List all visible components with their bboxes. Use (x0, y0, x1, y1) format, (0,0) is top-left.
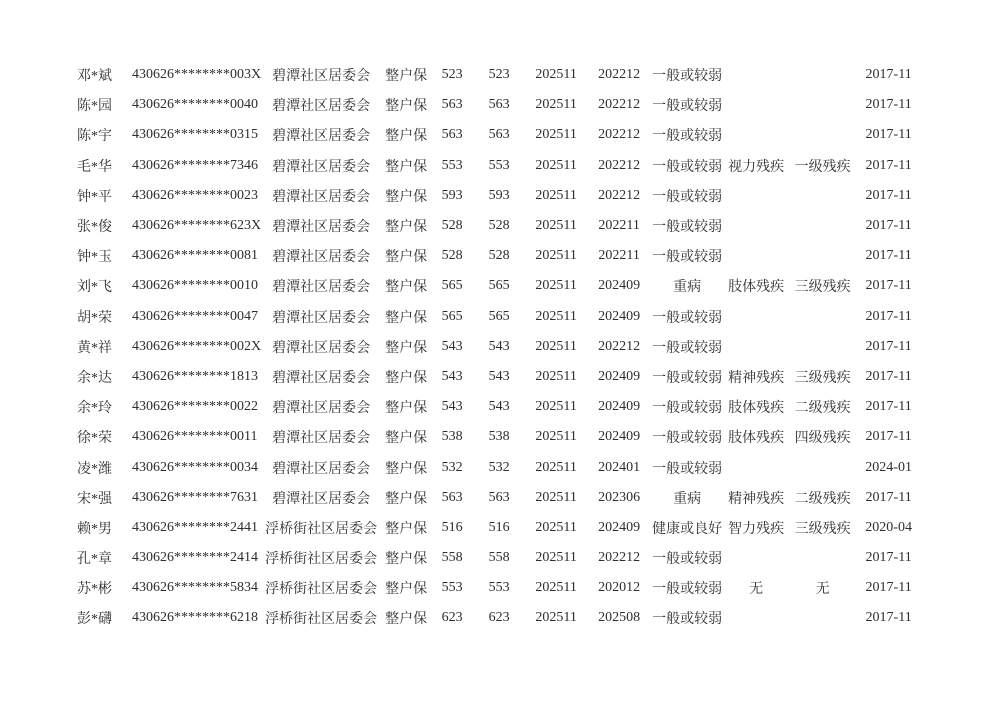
cell-period-1: 202511 (535, 127, 577, 143)
cell-disability-type (723, 543, 789, 573)
cell-period-1: 202511 (535, 368, 577, 384)
cell-disability-level (789, 452, 856, 482)
cell-period-2: 202401 (598, 459, 641, 475)
cell-health-status: 一般或较弱 (652, 189, 723, 205)
cell-community: 碧潭社区居委会 (272, 129, 371, 145)
cell-disability-level (789, 332, 856, 362)
cell-period-1: 202511 (535, 218, 577, 234)
cell-date: 2017-11 (865, 218, 912, 234)
cell-id-number: 430626********6218 (132, 610, 258, 626)
cell-community: 碧潭社区居委会 (272, 431, 371, 447)
cell-disability-level (789, 241, 856, 271)
cell-disability-level (789, 543, 856, 573)
cell-benefit-type: 整户保 (385, 99, 428, 115)
cell-period-1: 202511 (535, 157, 577, 173)
cell-disability-type: 肢体残疾 (728, 401, 785, 417)
cell-benefit-type: 整户保 (385, 220, 428, 236)
cell-disability-type (723, 241, 789, 271)
cell-disability-level (789, 181, 856, 211)
cell-date: 2020-04 (865, 519, 912, 535)
cell-date: 2017-11 (865, 157, 912, 173)
cell-id-number: 430626********0040 (132, 97, 258, 113)
cell-id-number: 430626********0034 (132, 459, 258, 475)
cell-health-status: 一般或较弱 (652, 129, 723, 145)
cell-disability-level (789, 302, 856, 332)
cell-period-2: 202409 (598, 519, 641, 535)
table-row (77, 573, 921, 603)
cell-period-1: 202511 (535, 97, 577, 113)
cell-disability-type: 肢体残疾 (728, 431, 785, 447)
cell-id-number: 430626********0315 (132, 127, 258, 143)
cell-amount-1: 538 (441, 429, 463, 445)
cell-period-2: 202012 (598, 580, 641, 596)
cell-disability-level (789, 90, 856, 120)
cell-benefit-type: 整户保 (385, 401, 428, 417)
cell-disability-type: 肢体残疾 (728, 280, 785, 296)
records-body (77, 60, 921, 634)
table-row (77, 60, 921, 90)
cell-amount-1: 528 (441, 248, 463, 264)
cell-amount-1: 532 (441, 459, 463, 475)
cell-id-number: 430626********002X (132, 338, 262, 354)
cell-amount-2: 553 (488, 580, 510, 596)
cell-id-number: 430626********0011 (132, 429, 258, 445)
cell-amount-2: 558 (488, 550, 510, 566)
cell-benefit-type: 整户保 (385, 69, 428, 85)
cell-health-status: 一般或较弱 (652, 340, 723, 356)
cell-amount-2: 528 (488, 218, 510, 234)
cell-community: 碧潭社区居委会 (272, 340, 371, 356)
cell-benefit-type: 整户保 (385, 370, 428, 386)
cell-disability-type (723, 90, 789, 120)
cell-id-number: 430626********0022 (132, 399, 258, 415)
cell-period-2: 202409 (598, 399, 641, 415)
cell-community: 浮桥街社区居委会 (265, 521, 378, 537)
table-row (77, 422, 921, 452)
table-row (77, 392, 921, 422)
table-row (77, 271, 921, 301)
cell-benefit-type: 整户保 (385, 521, 428, 537)
cell-community: 浮桥街社区居委会 (265, 582, 378, 598)
cell-period-2: 202409 (598, 278, 641, 294)
cell-amount-1: 565 (441, 278, 463, 294)
cell-amount-1: 543 (441, 368, 463, 384)
cell-name: 孔*章 (77, 552, 112, 568)
table-row (77, 332, 921, 362)
cell-community: 碧潭社区居委会 (272, 310, 371, 326)
cell-amount-1: 553 (441, 580, 463, 596)
cell-disability-level: 无 (815, 582, 830, 598)
cell-name: 余*达 (77, 370, 112, 386)
cell-period-2: 202212 (598, 67, 641, 83)
cell-period-2: 202409 (598, 429, 641, 445)
cell-period-2: 202212 (598, 338, 641, 354)
cell-period-1: 202511 (535, 489, 577, 505)
cell-disability-level: 二级残疾 (794, 491, 851, 507)
cell-disability-type (723, 452, 789, 482)
cell-date: 2017-11 (865, 308, 912, 324)
cell-id-number: 430626********7346 (132, 157, 258, 173)
cell-health-status: 一般或较弱 (652, 310, 723, 326)
cell-name: 苏*彬 (77, 582, 112, 598)
cell-benefit-type: 整户保 (385, 461, 428, 477)
cell-period-1: 202511 (535, 399, 577, 415)
cell-benefit-type: 整户保 (385, 612, 428, 628)
cell-community: 碧潭社区居委会 (272, 189, 371, 205)
cell-date: 2017-11 (865, 187, 912, 203)
cell-community: 碧潭社区居委会 (272, 280, 371, 296)
table-row (77, 120, 921, 150)
cell-name: 钟*平 (77, 189, 112, 205)
cell-amount-1: 528 (441, 218, 463, 234)
cell-amount-1: 523 (441, 67, 463, 83)
table-row (77, 181, 921, 211)
cell-amount-1: 563 (441, 489, 463, 505)
cell-period-1: 202511 (535, 187, 577, 203)
cell-period-1: 202511 (535, 610, 577, 626)
cell-disability-type (723, 211, 789, 241)
cell-period-2: 202409 (598, 368, 641, 384)
cell-amount-2: 565 (488, 308, 510, 324)
cell-name: 凌*潍 (77, 461, 112, 477)
cell-disability-type: 无 (749, 582, 764, 598)
cell-amount-2: 623 (488, 610, 510, 626)
cell-date: 2024-01 (865, 459, 912, 475)
cell-amount-2: 543 (488, 368, 510, 384)
cell-date: 2017-11 (865, 610, 912, 626)
table-row (77, 90, 921, 120)
cell-health-status: 重病 (673, 280, 702, 296)
cell-name: 徐*荣 (77, 431, 112, 447)
cell-amount-2: 593 (488, 187, 510, 203)
cell-date: 2017-11 (865, 580, 912, 596)
cell-period-2: 202211 (598, 248, 640, 264)
cell-disability-level: 四级残疾 (794, 431, 851, 447)
table-row (77, 603, 921, 633)
cell-benefit-type: 整户保 (385, 129, 428, 145)
cell-id-number: 430626********2414 (132, 550, 258, 566)
cell-id-number: 430626********0023 (132, 187, 258, 203)
cell-period-1: 202511 (535, 459, 577, 475)
cell-disability-type (723, 603, 789, 633)
cell-date: 2017-11 (865, 368, 912, 384)
cell-name: 毛*华 (77, 159, 112, 175)
cell-community: 浮桥街社区居委会 (265, 552, 378, 568)
cell-name: 彭*礴 (77, 612, 112, 628)
cell-health-status: 一般或较弱 (652, 461, 723, 477)
cell-benefit-type: 整户保 (385, 340, 428, 356)
table-row (77, 211, 921, 241)
cell-date: 2017-11 (865, 67, 912, 83)
cell-date: 2017-11 (865, 550, 912, 566)
cell-date: 2017-11 (865, 278, 912, 294)
cell-disability-level (789, 603, 856, 633)
cell-disability-type: 精神残疾 (728, 370, 785, 386)
cell-community: 碧潭社区居委会 (272, 99, 371, 115)
cell-name: 陈*园 (77, 99, 112, 115)
cell-period-1: 202511 (535, 248, 577, 264)
cell-id-number: 430626********2441 (132, 519, 258, 535)
cell-amount-1: 543 (441, 399, 463, 415)
table-row (77, 543, 921, 573)
cell-health-status: 一般或较弱 (652, 99, 723, 115)
cell-amount-1: 553 (441, 157, 463, 173)
cell-amount-1: 543 (441, 338, 463, 354)
cell-amount-2: 516 (488, 519, 510, 535)
cell-health-status: 一般或较弱 (652, 69, 723, 85)
cell-amount-2: 563 (488, 97, 510, 113)
cell-amount-2: 563 (488, 127, 510, 143)
cell-benefit-type: 整户保 (385, 310, 428, 326)
cell-id-number: 430626********0081 (132, 248, 258, 264)
cell-disability-level (789, 60, 856, 90)
cell-period-2: 202212 (598, 97, 641, 113)
table-row (77, 362, 921, 392)
table-row (77, 151, 921, 181)
table-row (77, 241, 921, 271)
table-row (77, 513, 921, 543)
cell-disability-level: 二级残疾 (794, 401, 851, 417)
cell-date: 2017-11 (865, 399, 912, 415)
cell-period-2: 202212 (598, 157, 641, 173)
cell-amount-1: 565 (441, 308, 463, 324)
cell-health-status: 一般或较弱 (652, 220, 723, 236)
cell-amount-2: 538 (488, 429, 510, 445)
cell-id-number: 430626********5834 (132, 580, 258, 596)
cell-date: 2017-11 (865, 248, 912, 264)
cell-name: 赖*男 (77, 521, 112, 537)
cell-health-status: 一般或较弱 (652, 401, 723, 417)
cell-period-1: 202511 (535, 429, 577, 445)
cell-community: 碧潭社区居委会 (272, 220, 371, 236)
table-row (77, 302, 921, 332)
cell-health-status: 一般或较弱 (652, 582, 723, 598)
cell-disability-level: 三级残疾 (794, 521, 851, 537)
cell-benefit-type: 整户保 (385, 431, 428, 447)
cell-community: 碧潭社区居委会 (272, 69, 371, 85)
cell-benefit-type: 整户保 (385, 582, 428, 598)
cell-community: 碧潭社区居委会 (272, 250, 371, 266)
cell-community: 碧潭社区居委会 (272, 370, 371, 386)
cell-period-2: 202212 (598, 550, 641, 566)
cell-period-2: 202212 (598, 127, 641, 143)
cell-id-number: 430626********0010 (132, 278, 258, 294)
cell-health-status: 一般或较弱 (652, 250, 723, 266)
cell-period-2: 202409 (598, 308, 641, 324)
cell-id-number: 430626********1813 (132, 368, 258, 384)
cell-amount-1: 563 (441, 97, 463, 113)
cell-community: 碧潭社区居委会 (272, 159, 371, 175)
cell-health-status: 一般或较弱 (652, 159, 723, 175)
cell-period-2: 202212 (598, 187, 641, 203)
cell-date: 2017-11 (865, 97, 912, 113)
cell-health-status: 一般或较弱 (652, 552, 723, 568)
cell-disability-type (723, 120, 789, 150)
cell-disability-level: 三级残疾 (794, 370, 851, 386)
cell-name: 邓*斌 (77, 69, 112, 85)
cell-community: 浮桥街社区居委会 (265, 612, 378, 628)
cell-health-status: 一般或较弱 (652, 431, 723, 447)
cell-benefit-type: 整户保 (385, 189, 428, 205)
cell-name: 陈*宇 (77, 129, 112, 145)
cell-benefit-type: 整户保 (385, 552, 428, 568)
cell-health-status: 一般或较弱 (652, 612, 723, 628)
cell-health-status: 一般或较弱 (652, 370, 723, 386)
cell-disability-type (723, 332, 789, 362)
cell-period-2: 202211 (598, 218, 640, 234)
cell-community: 碧潭社区居委会 (272, 401, 371, 417)
cell-name: 余*玲 (77, 401, 112, 417)
cell-benefit-type: 整户保 (385, 250, 428, 266)
cell-disability-level: 一级残疾 (794, 159, 851, 175)
cell-amount-1: 623 (441, 610, 463, 626)
cell-period-1: 202511 (535, 67, 577, 83)
cell-period-1: 202511 (535, 519, 577, 535)
cell-disability-type (723, 181, 789, 211)
cell-id-number: 430626********0047 (132, 308, 258, 324)
cell-amount-1: 516 (441, 519, 463, 535)
cell-period-2: 202306 (598, 489, 641, 505)
cell-benefit-type: 整户保 (385, 491, 428, 507)
cell-date: 2017-11 (865, 127, 912, 143)
cell-period-2: 202508 (598, 610, 641, 626)
cell-name: 黄*祥 (77, 340, 112, 356)
cell-period-1: 202511 (535, 550, 577, 566)
cell-date: 2017-11 (865, 489, 912, 505)
cell-name: 刘*飞 (77, 280, 112, 296)
cell-amount-1: 558 (441, 550, 463, 566)
cell-disability-level (789, 120, 856, 150)
cell-id-number: 430626********003X (132, 67, 262, 83)
table-row (77, 483, 921, 513)
cell-name: 钟*玉 (77, 250, 112, 266)
cell-community: 碧潭社区居委会 (272, 461, 371, 477)
cell-amount-2: 563 (488, 489, 510, 505)
cell-disability-type (723, 302, 789, 332)
cell-community: 碧潭社区居委会 (272, 491, 371, 507)
cell-amount-2: 523 (488, 67, 510, 83)
cell-period-1: 202511 (535, 308, 577, 324)
cell-benefit-type: 整户保 (385, 280, 428, 296)
cell-disability-level: 三级残疾 (794, 280, 851, 296)
cell-disability-type: 智力残疾 (728, 521, 785, 537)
table-row (77, 452, 921, 482)
cell-period-1: 202511 (535, 278, 577, 294)
cell-amount-1: 593 (441, 187, 463, 203)
cell-amount-2: 543 (488, 338, 510, 354)
cell-amount-2: 528 (488, 248, 510, 264)
cell-name: 胡*荣 (77, 310, 112, 326)
cell-disability-type: 视力残疾 (728, 159, 785, 175)
cell-id-number: 430626********623X (132, 218, 262, 234)
cell-amount-2: 532 (488, 459, 510, 475)
cell-amount-2: 565 (488, 278, 510, 294)
cell-disability-type: 精神残疾 (728, 491, 785, 507)
cell-health-status: 重病 (673, 491, 702, 507)
cell-date: 2017-11 (865, 429, 912, 445)
cell-date: 2017-11 (865, 338, 912, 354)
cell-period-1: 202511 (535, 338, 577, 354)
cell-name: 宋*强 (77, 491, 112, 507)
cell-period-1: 202511 (535, 580, 577, 596)
cell-health-status: 健康或良好 (652, 521, 723, 537)
cell-benefit-type: 整户保 (385, 159, 428, 175)
cell-disability-type (723, 60, 789, 90)
cell-amount-2: 553 (488, 157, 510, 173)
cell-amount-1: 563 (441, 127, 463, 143)
cell-name: 张*俊 (77, 220, 112, 236)
cell-id-number: 430626********7631 (132, 489, 258, 505)
cell-amount-2: 543 (488, 399, 510, 415)
records-table (77, 60, 921, 634)
cell-disability-level (789, 211, 856, 241)
